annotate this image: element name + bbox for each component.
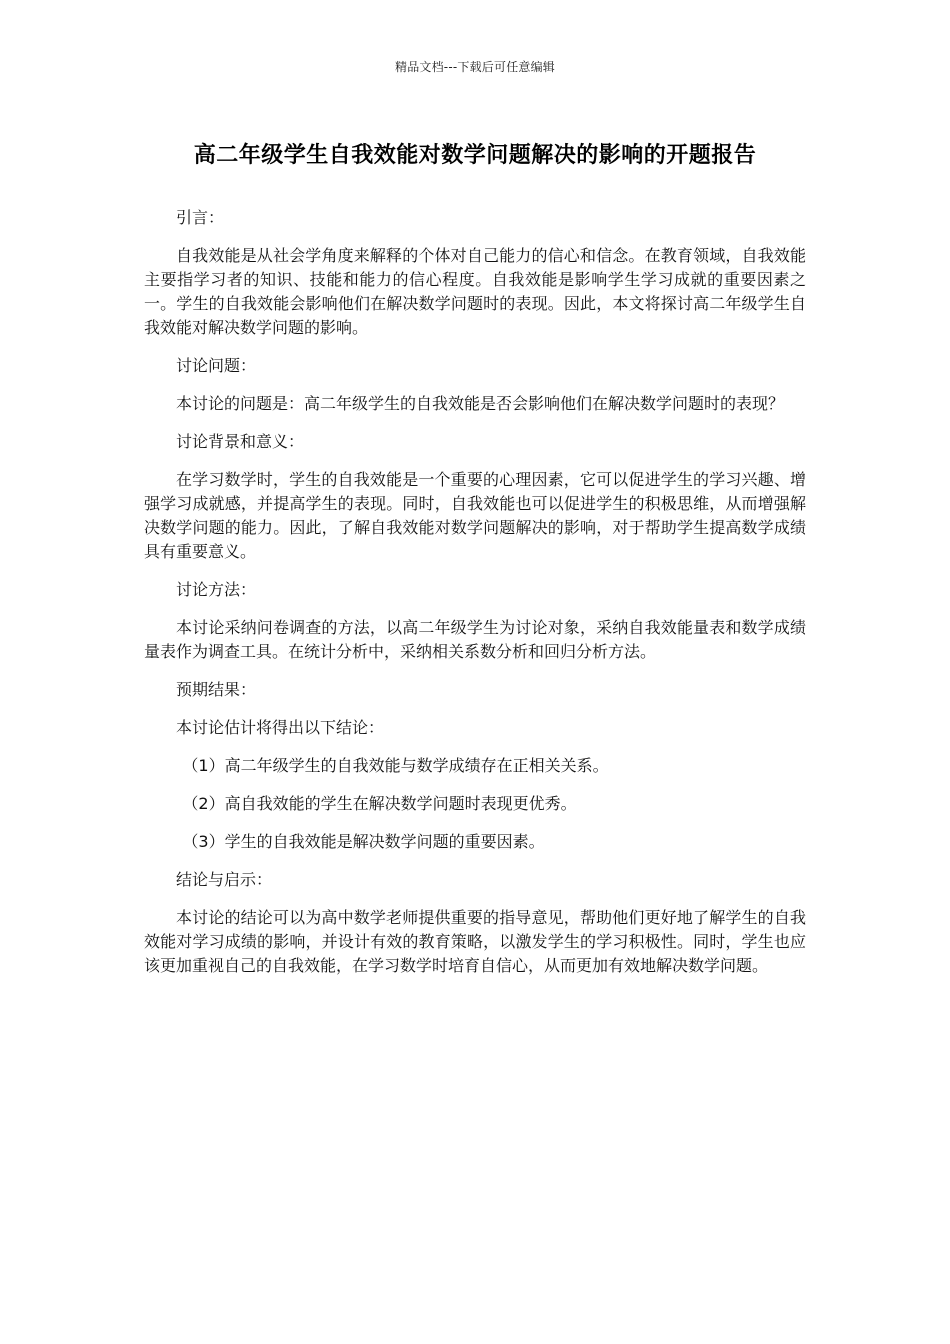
conclusion-paragraph: 本讨论的结论可以为高中数学老师提供重要的指导意见，帮助他们更好地了解学生的自我效能对学习成绩的影响，并设计有效的教育策略，以激发学生的学习积极性。同时，学生也应该更加重视自己的自我效能，在学习数学时培育自信心，从而更加有效地解决数学问题。 xyxy=(144,908,806,975)
expected-intro: 本讨论估计将得出以下结论： xyxy=(176,718,385,737)
result-item-1: （1）高二年级学生的自我效能与数学成绩存在正相关关系。 xyxy=(182,756,609,775)
intro-paragraph: 自我效能是从社会学角度来解释的个体对自己能力的信心和信念。在教育领域，自我效能主要指学习者的知识、技能和能力的信心程度。自我效能是影响学生学习成就的重要因素之一。学生的自我效能会影响他们在解决数学问题时的表现。因此，本文将探讨高二年级学生自我效能对解决数学问题的影响。 xyxy=(144,246,806,337)
background-paragraph: 在学习数学时，学生的自我效能是一个重要的心理因素，它可以促进学生的学习兴趣、增强学习成就感，并提高学生的表现。同时，自我效能也可以促进学生的积极思维，从而增强解决数学问题的能力。因此，了解自我效能对数学问题解决的影响，对于帮助学生提高数学成绩具有重要意义。 xyxy=(144,470,806,561)
result-item-2: （2）高自我效能的学生在解决数学问题时表现更优秀。 xyxy=(182,794,577,813)
expected-heading: 预期结果： xyxy=(176,680,257,699)
question-paragraph: 本讨论的问题是：高二年级学生的自我效能是否会影响他们在解决数学问题时的表现？ xyxy=(176,394,785,413)
question-heading: 讨论问题： xyxy=(176,356,257,375)
intro-heading: 引言： xyxy=(176,208,225,227)
background-heading: 讨论背景和意义： xyxy=(176,432,305,451)
conclusion-heading: 结论与启示： xyxy=(176,870,273,889)
method-heading: 讨论方法： xyxy=(176,580,257,599)
document-title: 高二年级学生自我效能对数学问题解决的影响的开题报告 xyxy=(193,143,757,168)
page-header: 精品文档---下载后可任意编辑 xyxy=(395,60,555,74)
method-paragraph: 本讨论采纳问卷调查的方法，以高二年级学生为讨论对象，采纳自我效能量表和数学成绩量表作为调查工具。在统计分析中，采纳相关系数分析和回归分析方法。 xyxy=(144,618,806,661)
result-item-3: （3）学生的自我效能是解决数学问题的重要因素。 xyxy=(182,832,545,851)
document-body xyxy=(144,206,806,992)
